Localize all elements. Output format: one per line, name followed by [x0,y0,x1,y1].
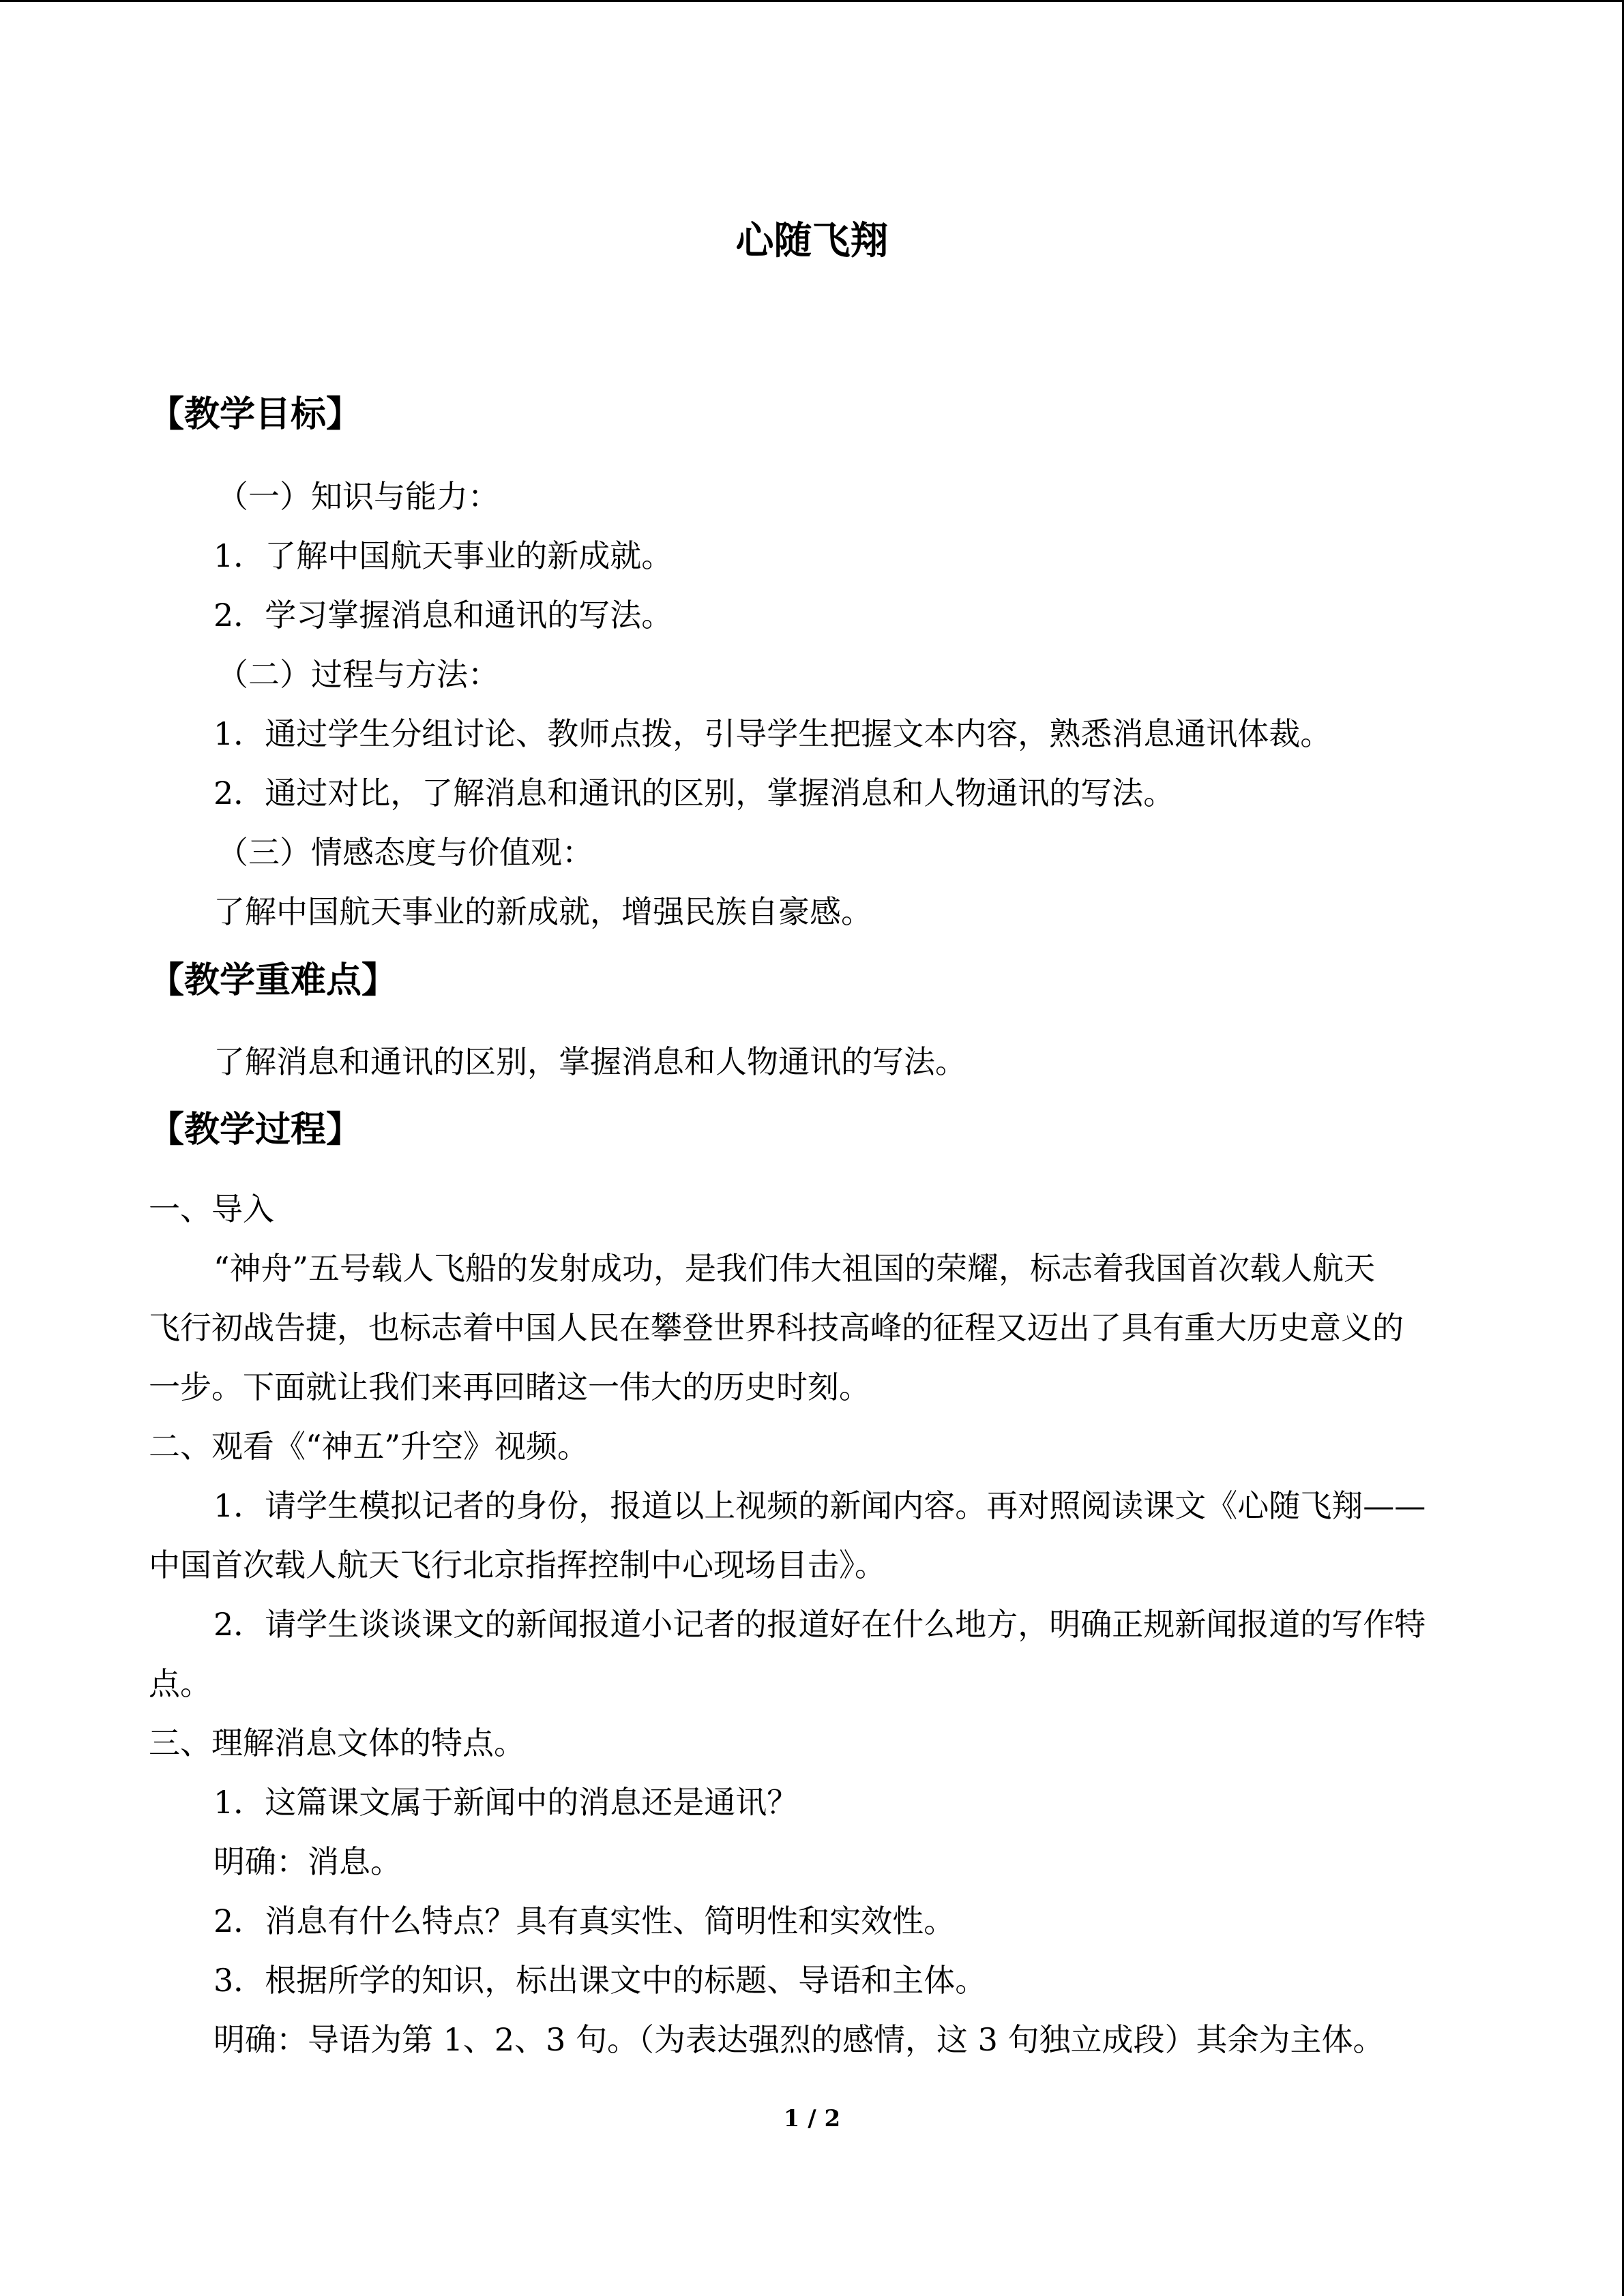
process-line: 二、观看《“神五”升空》视频。 [149,1428,589,1465]
process-line: 飞行初战告捷，也标志着中国人民在攀登世界科技高峰的征程又迈出了具有重大历史意义的 [149,1309,1404,1346]
process-line: 2．请学生谈谈课文的新闻报道小记者的报道好在什么地方，明确正规新闻报道的写作特 [213,1606,1426,1643]
heading-objectives: 【教学目标】 [149,394,362,435]
process-line: 中国首次载人航天飞行北京指挥控制中心现场目击》。 [149,1547,886,1583]
process-line: 一、导入 [149,1191,274,1227]
objectives-line: 2．通过对比，了解消息和通讯的区别，掌握消息和人物通讯的写法。 [213,775,1175,811]
page-border-top [0,0,1624,2]
objectives-line: 1．通过学生分组讨论、教师点拨，引导学生把握文本内容，熟悉消息通讯体裁。 [213,715,1332,752]
objectives-line: （二）过程与方法： [217,656,499,693]
objectives-line: 了解中国航天事业的新成就，增强民族自豪感。 [213,893,872,930]
page-number: 1 / 2 [783,2105,841,2132]
process-line: 明确：消息。 [213,1843,402,1880]
process-line: “神舟”五号载人飞船的发射成功，是我们伟大祖国的荣耀，标志着我国首次载人航天 [213,1250,1376,1287]
objectives-line: 2．学习掌握消息和通讯的写法。 [213,597,673,633]
heading-process: 【教学过程】 [149,1109,362,1150]
process-line: 点。 [149,1665,211,1702]
objectives-line: （一）知识与能力： [217,478,499,515]
key-points-line: 了解消息和通讯的区别，掌握消息和人物通讯的写法。 [213,1043,966,1080]
process-line: 2．消息有什么特点？具有真实性、简明性和实效性。 [213,1903,956,1939]
heading-key-points: 【教学重难点】 [149,960,398,1001]
process-line: 一步。下面就让我们来再回睹这一伟大的历史时刻。 [149,1369,870,1405]
document-title: 心随飞翔 [735,219,889,263]
objectives-line: 1．了解中国航天事业的新成就。 [213,537,673,574]
process-line: 1．这篇课文属于新闻中的消息还是通讯？ [213,1784,799,1821]
process-line: 3．根据所学的知识，标出课文中的标题、导语和主体。 [213,1962,987,1999]
process-line: 三、理解消息文体的特点。 [149,1725,525,1761]
objectives-line: （三）情感态度与价值观： [217,834,593,871]
process-line: 明确：导语为第 1、2、3 句。（为表达强烈的感情，这 3 句独立成段）其余为主体。 [213,2021,1385,2058]
process-line: 1．请学生模拟记者的身份，报道以上视频的新闻内容。再对照阅读课文《心随飞翔—— [213,1487,1426,1524]
